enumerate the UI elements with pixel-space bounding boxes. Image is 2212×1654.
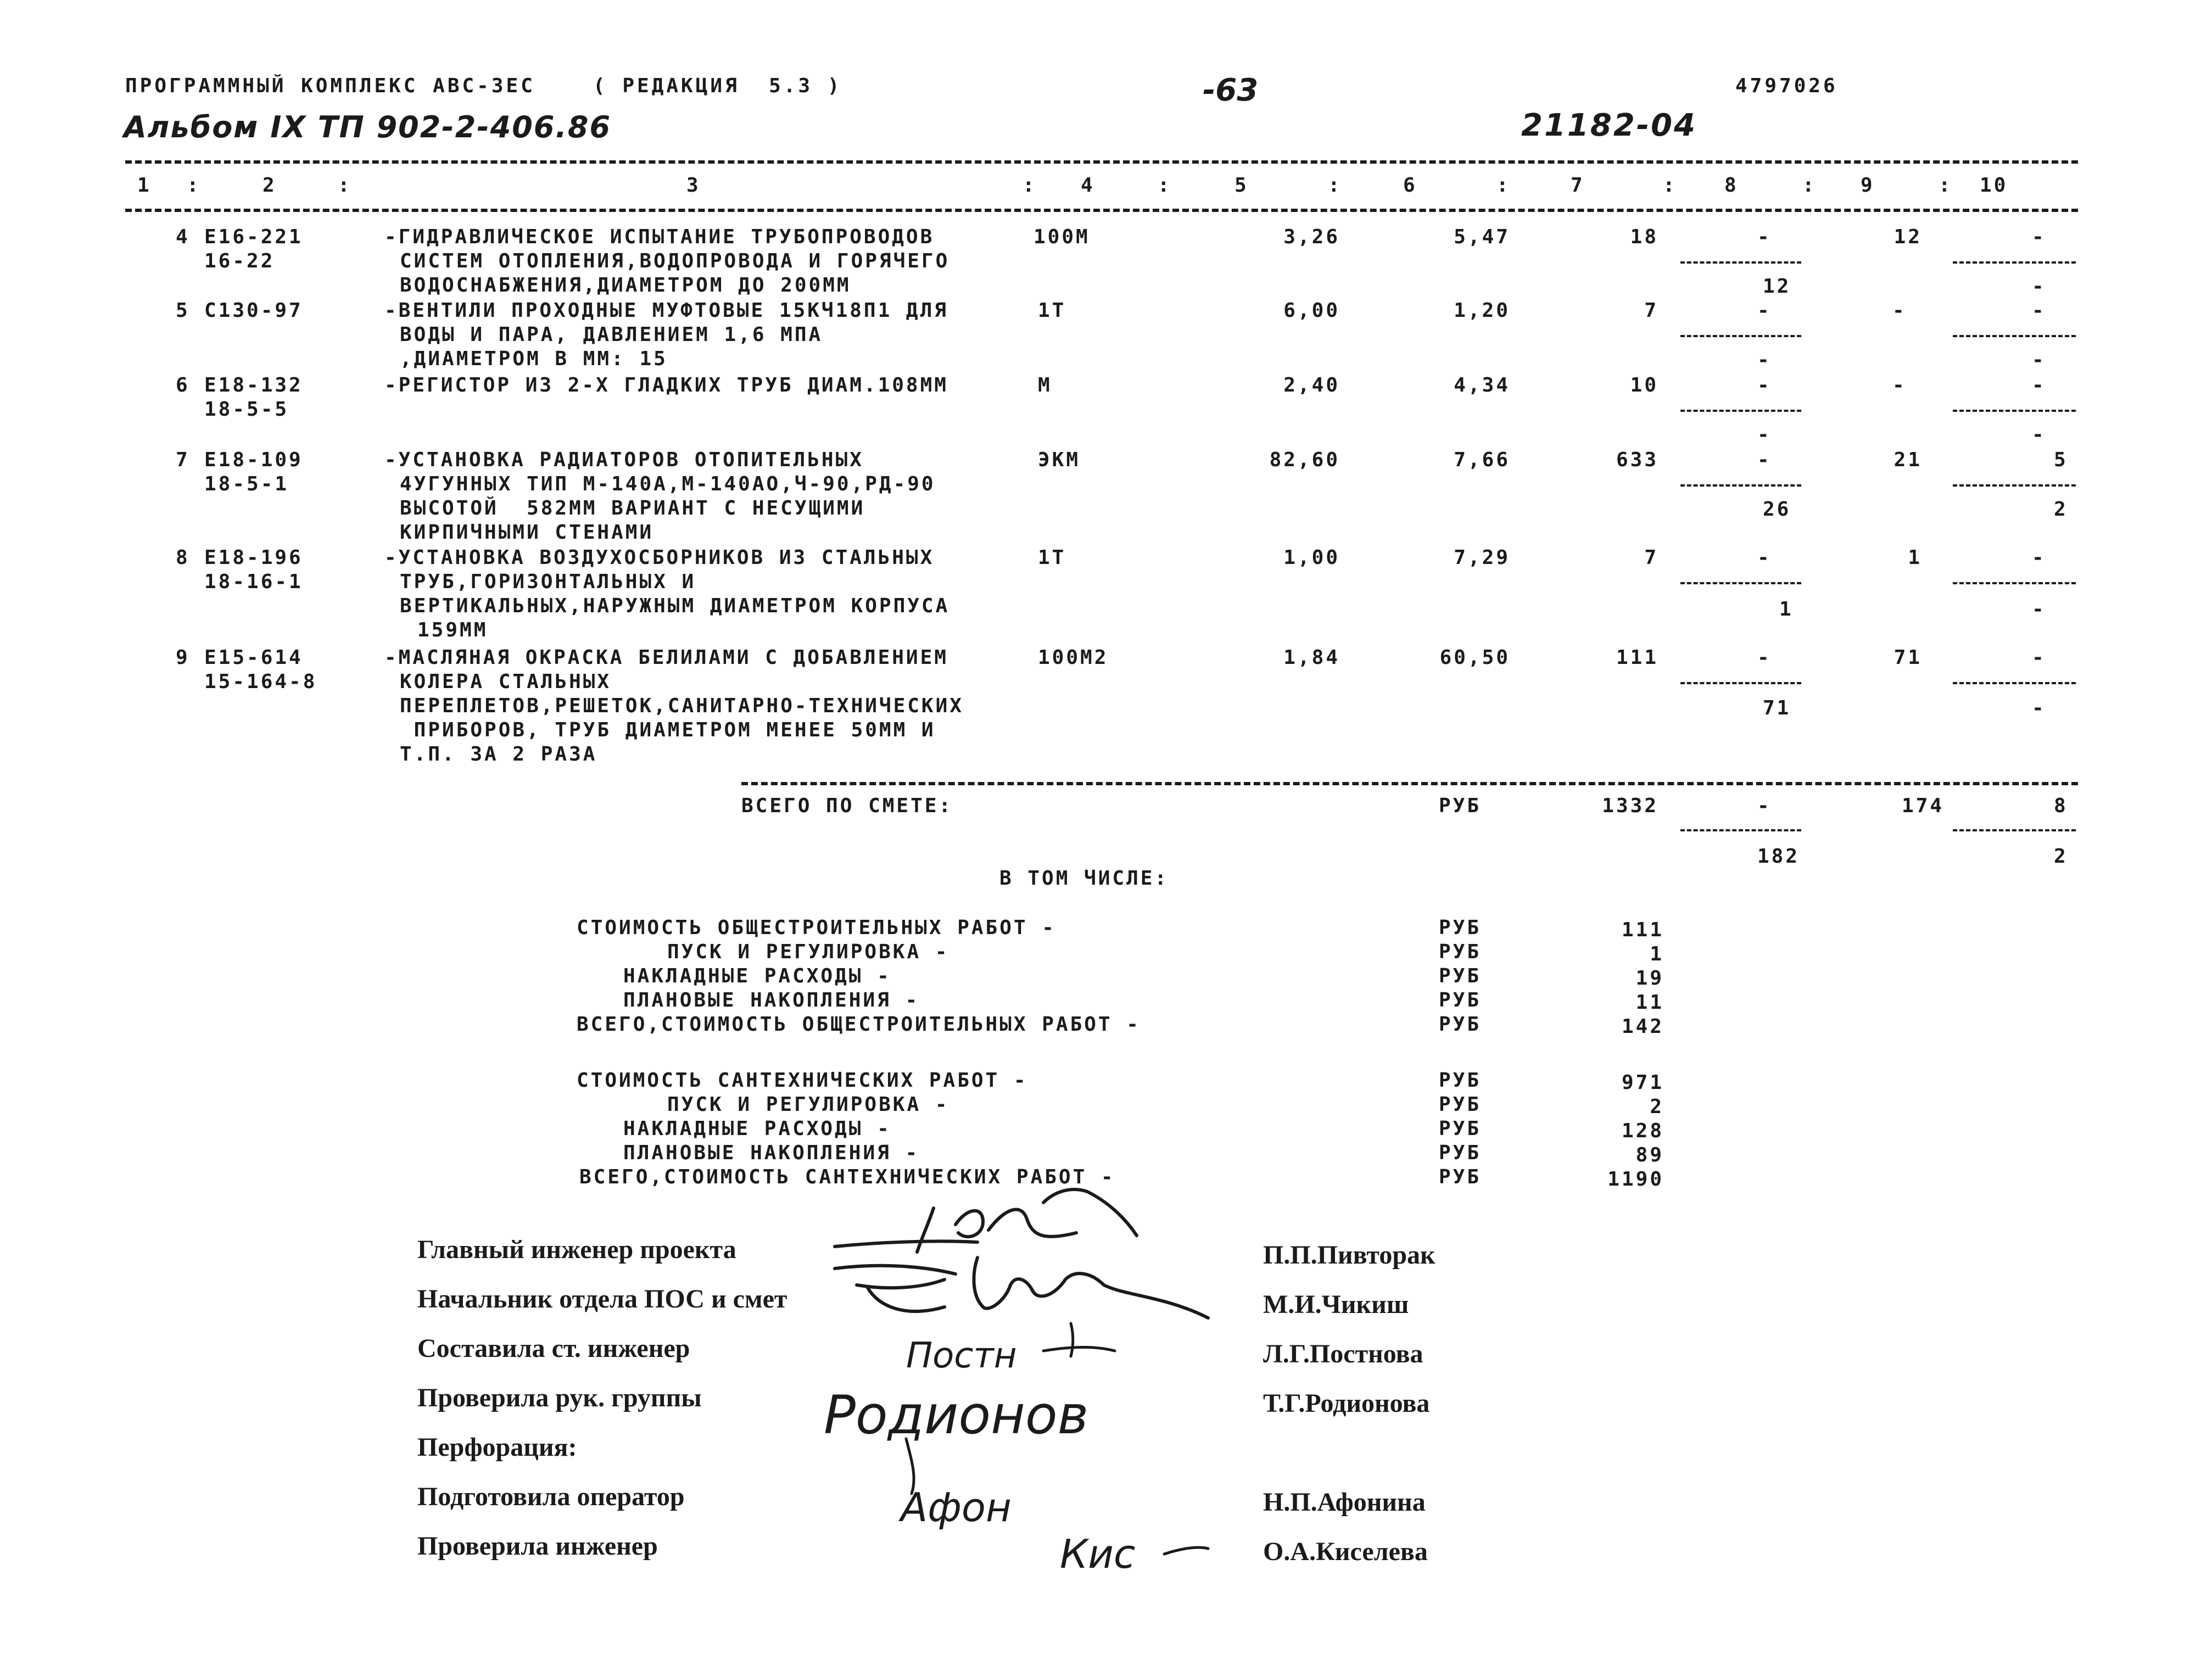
row-description-line: ВЕРТИКАЛЬНЫХ,НАРУЖНЫМ ДИАМЕТРОМ КОРПУСА [400, 595, 950, 617]
program-title: ПРОГРАММНЫЙ КОМПЛЕКС АВС-3ЕС [125, 75, 535, 97]
signature-role: Подготовила оператор [417, 1482, 685, 1511]
total-unit: РУБ [1439, 795, 1482, 817]
breakdown-value: 111 [1621, 919, 1664, 941]
breakdown-value: 142 [1621, 1015, 1664, 1038]
row-code: Е18-109 [204, 449, 303, 471]
total-col8-bottom: 182 [1757, 845, 1800, 868]
row-total-cost: 7 [1644, 299, 1658, 322]
row-total-cost: 633 [1616, 449, 1658, 471]
signatory-name: Т.Г.Родионова [1263, 1389, 1430, 1418]
row-col8-top: - [1757, 449, 1772, 471]
row-col10-bottom: - [2032, 423, 2046, 446]
row-code-sub: 16-22 [204, 250, 275, 272]
row-description-line: 159ММ [417, 619, 488, 641]
breakdown-unit: РУБ [1439, 1166, 1482, 1188]
signature-afonina: Афон [901, 1484, 1012, 1530]
breakdown-value: 19 [1635, 967, 1664, 990]
signature-role: Перфорация: [417, 1433, 577, 1462]
signature-kiseleva: Кис [1060, 1531, 1136, 1577]
row-code-sub: 15-164-8 [204, 670, 317, 693]
row-col9: - [1892, 374, 1907, 396]
row-code-sub: 18-5-5 [204, 398, 289, 421]
row-unit: 1Т [1038, 546, 1066, 569]
signature-chief-engineer [835, 1189, 1137, 1252]
total-cost: 1332 [1602, 795, 1658, 817]
row-col10-top: - [2032, 646, 2046, 669]
row-number: 9 [176, 646, 190, 669]
signatory-name: П.П.Пивторак [1263, 1240, 1435, 1270]
row-unit: М [1038, 374, 1052, 396]
column-header-8: 8 [1724, 174, 1739, 197]
breakdown-label: СТОИМОСТЬ ОБЩЕСТРОИТЕЛЬНЫХ РАБОТ - [577, 917, 1056, 939]
breakdown-value: 971 [1621, 1071, 1664, 1094]
row-col10-top: 5 [2054, 449, 2068, 471]
row-description-line: -ГИДРАВЛИЧЕСКОЕ ИСПЫТАНИЕ ТРУБОПРОВОДОВ [384, 226, 935, 248]
signature-role: Проверила инженер [417, 1532, 658, 1561]
row-col9: 71 [1893, 646, 1922, 669]
breakdown-unit: РУБ [1439, 1117, 1482, 1140]
column-header-6: 6 [1403, 174, 1417, 197]
album-reference: Альбом IX ТП 902-2-406.86 [124, 110, 612, 144]
column-header-separator: : [1023, 174, 1037, 197]
row-col10-bottom: - [2032, 598, 2046, 621]
row-total-cost: 7 [1644, 546, 1658, 569]
row-col9: - [1892, 299, 1907, 322]
signatory-name: М.И.Чикиш [1263, 1290, 1409, 1319]
row-unit: 100М2 [1038, 646, 1109, 669]
column-header-separator: : [1158, 174, 1172, 197]
row-code: Е18-196 [204, 546, 303, 569]
row-quantity: 2,40 [1283, 374, 1340, 396]
breakdown-label: ВСЕГО,СТОИМОСТЬ ОБЩЕСТРОИТЕЛЬНЫХ РАБОТ - [577, 1013, 1141, 1036]
column-header-separator: : [1663, 174, 1677, 197]
column-header-separator: : [1328, 174, 1342, 197]
row-description-line: ВЫСОТОЙ 582ММ ВАРИАНТ С НЕСУЩИМИ [400, 497, 865, 519]
breakdown-value: 1 [1650, 943, 1664, 965]
row-number: 7 [176, 449, 190, 471]
column-header-9: 9 [1861, 174, 1875, 197]
signature-role: Главный инженер проекта [417, 1235, 736, 1264]
breakdown-unit: РУБ [1439, 1069, 1482, 1092]
column-header-7: 7 [1571, 174, 1585, 197]
breakdown-label: НАКЛАДНЫЕ РАСХОДЫ - [623, 965, 891, 987]
column-header-separator: : [187, 174, 201, 197]
column-header-separator: : [1939, 174, 1953, 197]
signatory-name: О.А.Киселева [1263, 1537, 1428, 1566]
row-col8-bottom: 1 [1779, 598, 1794, 621]
total-col10-bottom: 2 [2054, 845, 2068, 868]
row-col9: 1 [1908, 546, 1922, 569]
row-unit-cost: 5,47 [1454, 226, 1510, 248]
row-quantity: 1,00 [1283, 546, 1340, 569]
row-col10-top: - [2032, 546, 2046, 569]
row-col10-top: - [2032, 226, 2046, 248]
signatory-name: Л.Г.Постнова [1263, 1339, 1423, 1368]
row-total-cost: 111 [1616, 646, 1658, 669]
breakdown-unit: РУБ [1439, 1013, 1482, 1036]
page-number: -63 [1203, 72, 1259, 108]
row-unit-cost: 7,66 [1454, 449, 1510, 471]
row-unit-cost: 60,50 [1439, 646, 1510, 669]
row-col8-bottom: 12 [1763, 275, 1791, 298]
row-col8-bottom: - [1757, 349, 1772, 371]
row-description-line: -УСТАНОВКА ВОЗДУХОСБОРНИКОВ ИЗ СТАЛЬНЫХ [384, 546, 935, 569]
breakdown-label: ПЛАНОВЫЕ НАКОПЛЕНИЯ - [623, 1142, 920, 1164]
breakdown-value: 128 [1621, 1120, 1664, 1142]
row-description-line: -УСТАНОВКА РАДИАТОРОВ ОТОПИТЕЛЬНЫХ [384, 449, 864, 471]
breakdown-label: ПЛАНОВЫЕ НАКОПЛЕНИЯ - [623, 989, 920, 1012]
total-col8-top: - [1757, 795, 1772, 817]
column-header-separator: : [338, 174, 352, 197]
row-total-cost: 10 [1630, 374, 1658, 396]
signature-role: Составила ст. инженер [417, 1334, 690, 1363]
total-col9: 174 [1901, 795, 1944, 817]
document-code: 4797026 [1735, 75, 1838, 97]
breakdown-unit: РУБ [1439, 1093, 1482, 1116]
column-header-5: 5 [1235, 174, 1249, 197]
column-header-3: 3 [686, 174, 701, 197]
row-col10-top: - [2032, 374, 2046, 396]
row-code: Е15-614 [204, 646, 303, 669]
breakdown-label: НАКЛАДНЫЕ РАСХОДЫ - [623, 1117, 891, 1140]
including-label: В ТОМ ЧИСЛЕ: [999, 867, 1169, 890]
row-unit-cost: 4,34 [1454, 374, 1510, 396]
row-unit: 1Т [1038, 299, 1066, 322]
row-col8-top: - [1757, 646, 1772, 669]
column-header-10: 10 [1980, 174, 2008, 197]
row-unit-cost: 7,29 [1454, 546, 1510, 569]
signature-postnova: Постн [906, 1336, 1017, 1376]
row-total-cost: 18 [1630, 226, 1658, 248]
signature-flourish [1043, 1323, 1115, 1356]
breakdown-unit: РУБ [1439, 989, 1482, 1012]
row-description-line: КИРПИЧНЫМИ СТЕНАМИ [400, 521, 654, 544]
edition-label: ( РЕДАКЦИЯ 5.3 ) [593, 75, 842, 97]
signature-rodionova: Родионов [824, 1384, 1089, 1446]
row-col8-bottom: 26 [1763, 498, 1791, 521]
row-number: 4 [176, 226, 190, 248]
column-header-separator: : [1496, 174, 1511, 197]
row-quantity: 1,84 [1283, 646, 1340, 669]
breakdown-label: ВСЕГО,СТОИМОСТЬ САНТЕХНИЧЕСКИХ РАБОТ - [579, 1166, 1115, 1188]
row-quantity: 3,26 [1283, 226, 1340, 248]
row-quantity: 82,60 [1269, 449, 1340, 471]
total-label: ВСЕГО ПО СМЕТЕ: [741, 795, 953, 817]
row-col10-bottom: - [2032, 275, 2046, 298]
breakdown-label: ПУСК И РЕГУЛИРОВКА - [667, 941, 949, 963]
row-code: С130-97 [204, 299, 303, 322]
row-col9: 12 [1893, 226, 1922, 248]
row-col10-bottom: - [2032, 697, 2046, 719]
row-description-line: -МАСЛЯНАЯ ОКРАСКА БЕЛИЛАМИ С ДОБАВЛЕНИЕМ [384, 646, 948, 669]
row-col8-bottom: 71 [1763, 697, 1791, 719]
row-description-line: 4УГУННЫХ ТИП М-140А,М-140АО,Ч-90,РД-90 [400, 473, 936, 495]
row-description-line: ПРИБОРОВ, ТРУБ ДИАМЕТРОМ МЕНЕЕ 50ММ И [400, 719, 936, 741]
row-unit-cost: 1,20 [1454, 299, 1510, 322]
row-code-sub: 18-5-1 [204, 473, 289, 495]
breakdown-unit: РУБ [1439, 965, 1482, 987]
row-description-line: Т.П. ЗА 2 РАЗА [400, 743, 597, 765]
row-description-line: -РЕГИСТОР ИЗ 2-Х ГЛАДКИХ ТРУБ ДИАМ.108ММ [384, 374, 948, 396]
row-code-sub: 18-16-1 [204, 571, 303, 593]
row-number: 6 [176, 374, 190, 396]
column-header-4: 4 [1081, 174, 1095, 197]
row-description-line: ВОДОСНАБЖЕНИЯ,ДИАМЕТРОМ ДО 200ММ [400, 274, 851, 297]
breakdown-value: 11 [1635, 991, 1664, 1014]
signature-role: Начальник отдела ПОС и смет [417, 1284, 787, 1314]
row-description-line: ВОДЫ И ПАРА, ДАВЛЕНИЕМ 1,6 МПА [400, 323, 823, 346]
breakdown-unit: РУБ [1439, 941, 1482, 963]
row-code: Е18-132 [204, 374, 303, 396]
document-number: 21182-04 [1521, 108, 1697, 143]
column-header-2: 2 [262, 174, 277, 197]
row-number: 8 [176, 546, 190, 569]
row-col8-top: - [1757, 226, 1772, 248]
row-code: Е16-221 [204, 226, 303, 248]
row-col9: 21 [1893, 449, 1922, 471]
row-quantity: 6,00 [1283, 299, 1340, 322]
row-col10-bottom: - [2032, 349, 2046, 371]
row-description-line: СИСТЕМ ОТОПЛЕНИЯ,ВОДОПРОВОДА И ГОРЯЧЕГО [400, 250, 950, 272]
breakdown-value: 2 [1650, 1096, 1664, 1118]
signature-flourish [1164, 1547, 1208, 1554]
column-header-separator: : [1802, 174, 1817, 197]
breakdown-label: ПУСК И РЕГУЛИРОВКА - [667, 1093, 949, 1116]
signatory-name: Н.П.Афонина [1263, 1488, 1426, 1517]
signature-department-head [835, 1258, 1208, 1318]
breakdown-unit: РУБ [1439, 1142, 1482, 1164]
row-description-line: ,ДИАМЕТРОМ В ММ: 15 [400, 348, 668, 370]
signature-role: Проверила рук. группы [417, 1383, 702, 1412]
row-col8-top: - [1757, 374, 1772, 396]
row-col8-bottom: - [1757, 423, 1772, 446]
row-description-line: -ВЕНТИЛИ ПРОХОДНЫЕ МУФТОВЫЕ 15КЧ18П1 ДЛЯ [384, 299, 948, 322]
breakdown-unit: РУБ [1439, 917, 1482, 939]
breakdown-label: СТОИМОСТЬ САНТЕХНИЧЕСКИХ РАБОТ - [577, 1069, 1028, 1092]
row-col10-bottom: 2 [2054, 498, 2068, 521]
row-description-line: ПЕРЕПЛЕТОВ,РЕШЕТОК,САНИТАРНО-ТЕХНИЧЕСКИХ [400, 695, 964, 717]
row-col10-top: - [2032, 299, 2046, 322]
row-unit: 100М [1034, 226, 1090, 248]
breakdown-value: 89 [1635, 1144, 1664, 1166]
row-col8-top: - [1757, 299, 1772, 322]
row-number: 5 [176, 299, 190, 322]
row-description-line: КОЛЕРА СТАЛЬНЫХ [400, 670, 612, 693]
row-description-line: ТРУБ,ГОРИЗОНТАЛЬНЫХ И [400, 571, 696, 593]
row-col8-top: - [1757, 546, 1772, 569]
breakdown-value: 1190 [1607, 1168, 1664, 1191]
row-unit: ЭКМ [1038, 449, 1081, 471]
total-col10-top: 8 [2054, 795, 2068, 817]
column-header-1: 1 [137, 174, 152, 197]
